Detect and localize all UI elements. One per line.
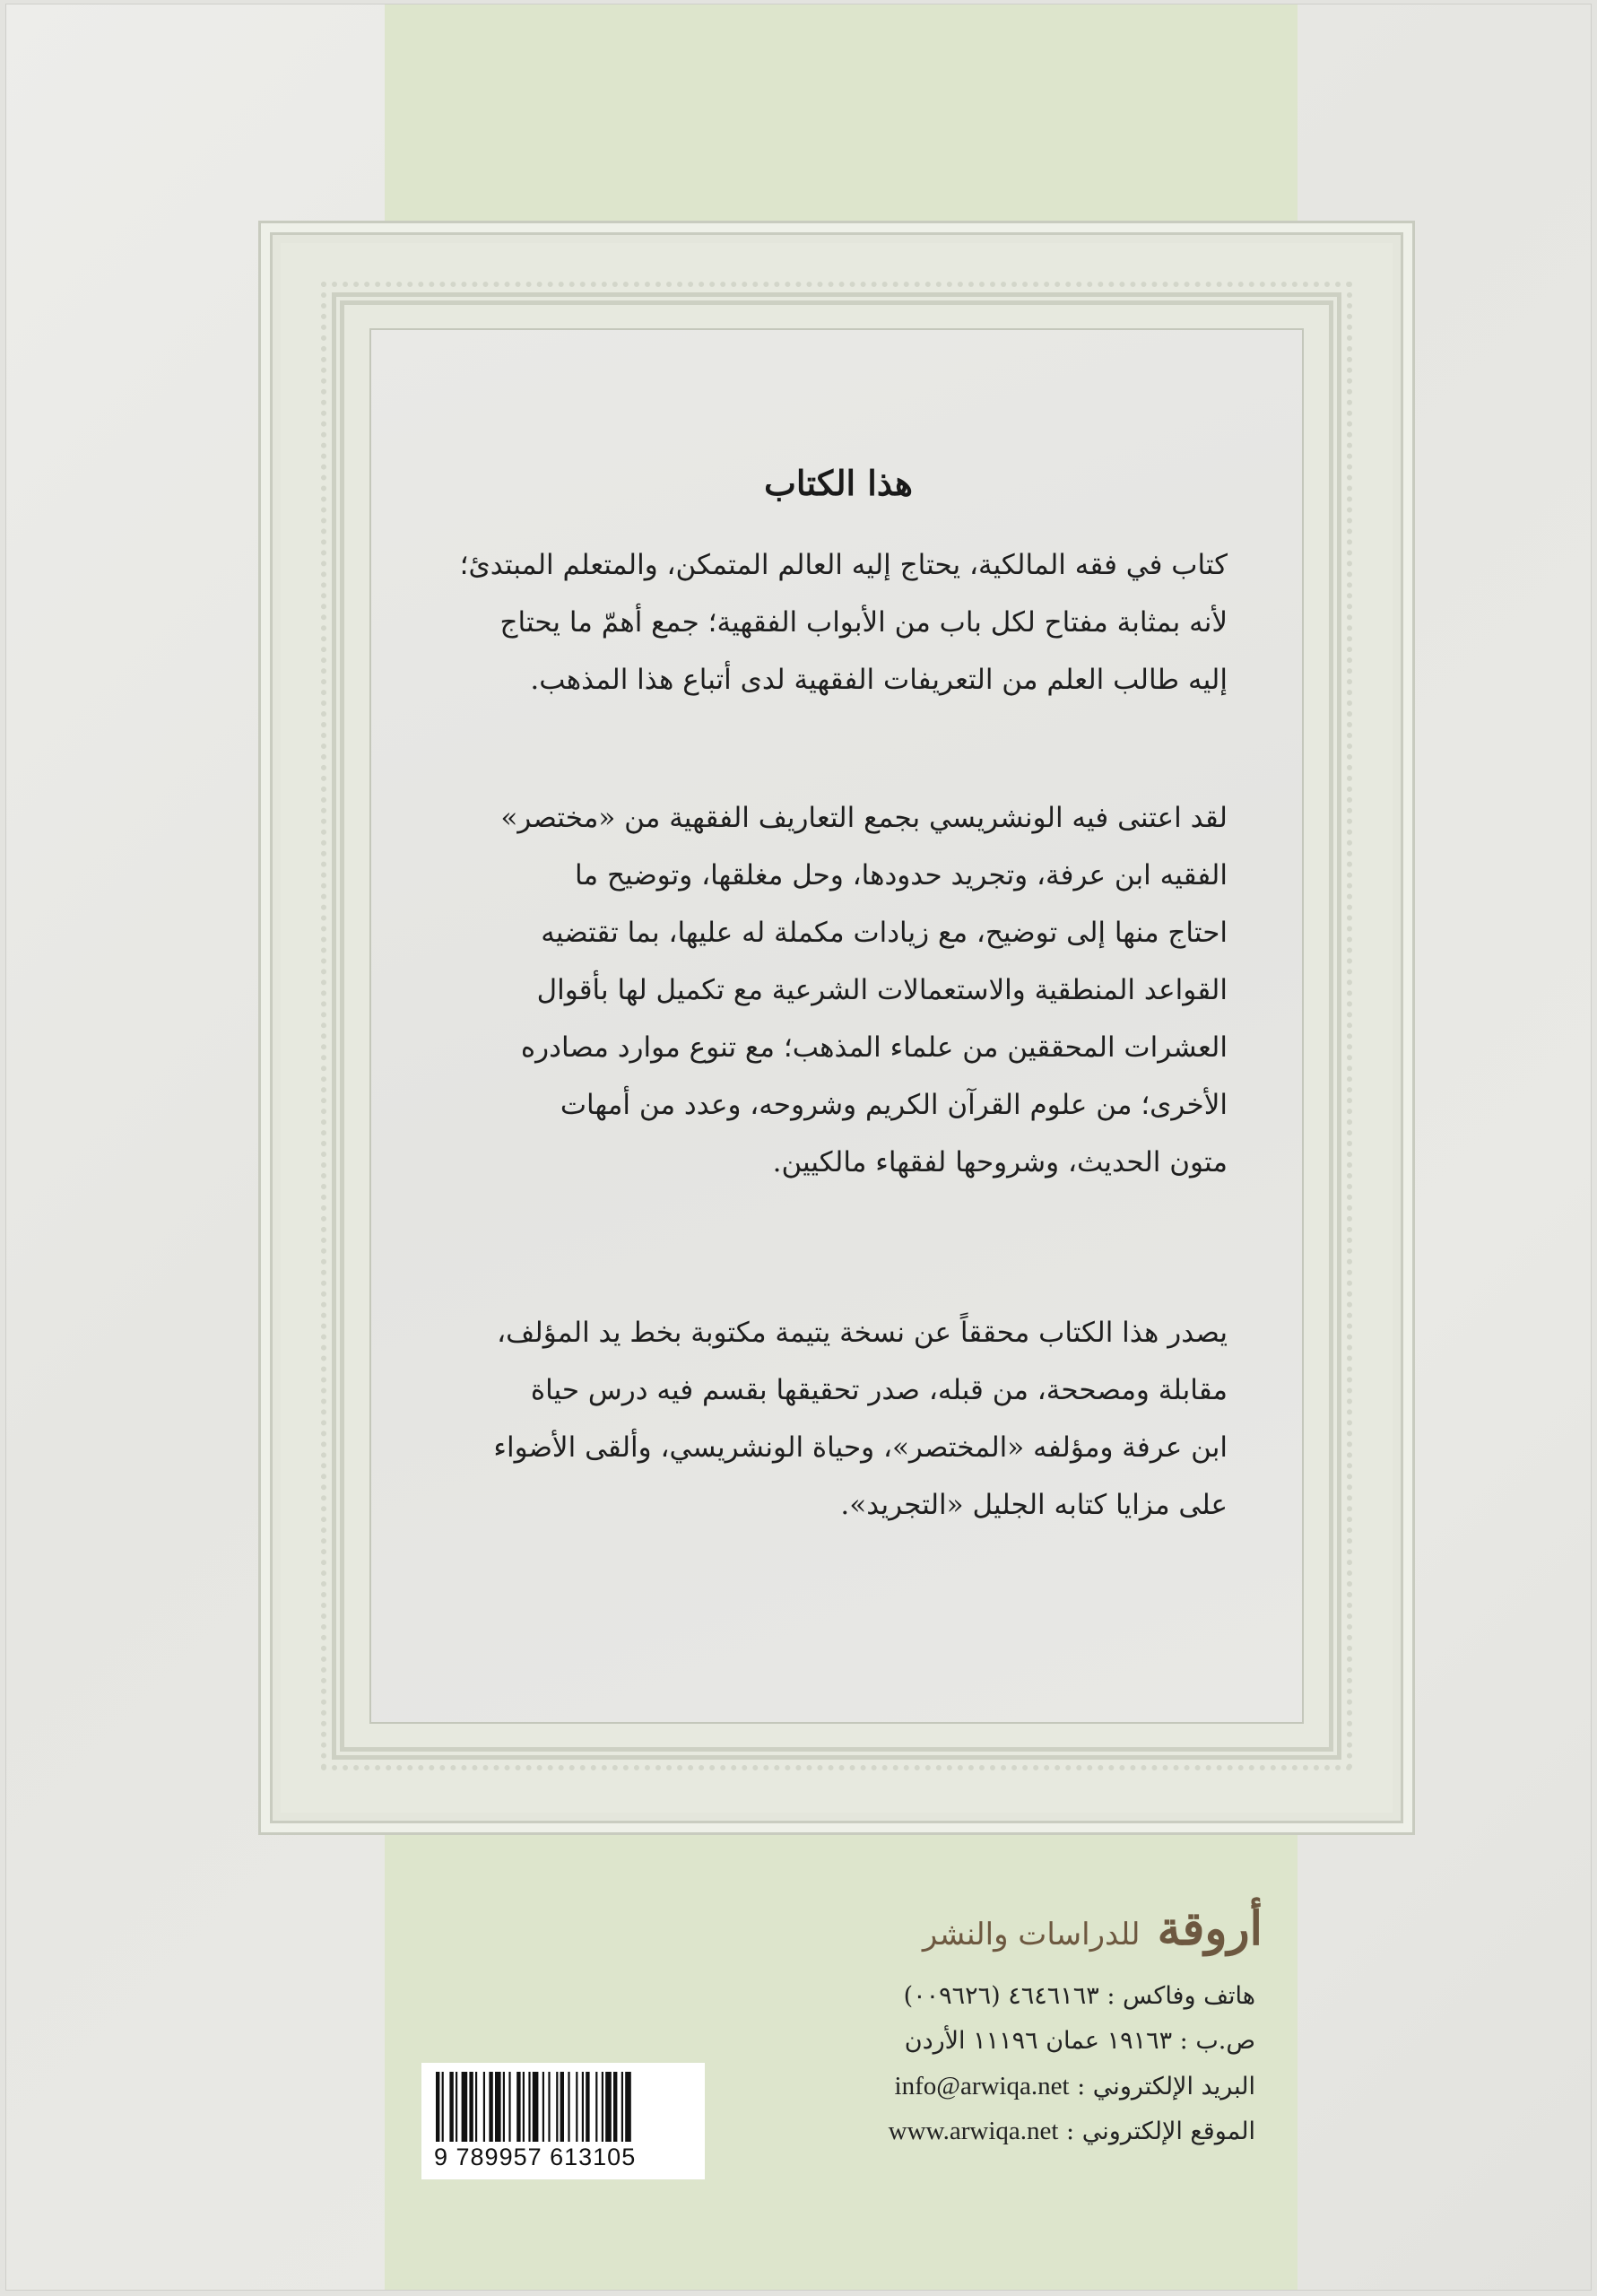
paragraph-line: العشرات المحققين من علماء المذهب؛ مع تنوع موارد مصادره bbox=[520, 1031, 1228, 1064]
panel-title: هذا الكتاب bbox=[764, 463, 913, 503]
paragraph-line: متون الحديث، وشروحها لفقهاء مالكيين. bbox=[772, 1146, 1228, 1178]
phone-label: هاتف وفاكس : bbox=[1107, 1982, 1255, 2010]
barcode bbox=[421, 2063, 705, 2179]
paragraph-2 bbox=[470, 789, 1228, 1191]
email-line bbox=[807, 2072, 1255, 2101]
barcode-bar bbox=[533, 2072, 539, 2142]
barcode-bar bbox=[516, 2072, 520, 2142]
email-label: البريد الإلكتروني : bbox=[1077, 2073, 1255, 2100]
barcode-bar bbox=[495, 2072, 501, 2142]
barcode-bar bbox=[560, 2072, 564, 2142]
paragraph-line: يصدر هذا الكتاب محققاً عن نسخة يتيمة مكتوبة بخط يد المؤلف، bbox=[497, 1317, 1228, 1349]
barcode-bar bbox=[462, 2072, 468, 2142]
paragraph-line: الفقيه ابن عرفة، وتجريد حدودها، وحل مغلقها، وتوضيح ما bbox=[575, 859, 1228, 891]
barcode-bars bbox=[434, 2072, 692, 2142]
barcode-bar bbox=[568, 2072, 569, 2142]
barcode-bar bbox=[489, 2072, 492, 2142]
paragraph-line: على مزايا كتابه الجليل «التجريد». bbox=[840, 1489, 1228, 1521]
publisher-name: أروقة bbox=[1157, 1901, 1263, 1956]
email-value: info@arwiqa.net bbox=[894, 2072, 1070, 2100]
pobox-line: ص.ب : ١٩١٦٣ عمان ١١١٩٦ الأردن bbox=[904, 2027, 1255, 2055]
barcode-bar bbox=[613, 2072, 617, 2142]
barcode-bar bbox=[508, 2072, 510, 2142]
phone-line bbox=[807, 1982, 1255, 2010]
barcode-bar bbox=[469, 2072, 473, 2142]
website-label: الموقع الإلكتروني : bbox=[1066, 2118, 1255, 2145]
barcode-bar bbox=[528, 2072, 530, 2142]
barcode-bar bbox=[436, 2072, 439, 2142]
paragraph-line: مقابلة ومصححة، من قبله، صدر تحقيقها بقسم فيه درس حياة bbox=[530, 1374, 1228, 1406]
paragraph-1 bbox=[459, 536, 1228, 709]
barcode-bar bbox=[483, 2072, 485, 2142]
website-value: www.arwiqa.net bbox=[888, 2117, 1059, 2145]
barcode-bar bbox=[556, 2072, 558, 2142]
barcode-bar bbox=[625, 2072, 631, 2142]
barcode-bar bbox=[456, 2072, 457, 2142]
barcode-bar bbox=[586, 2072, 589, 2142]
text-panel bbox=[369, 328, 1304, 1724]
phone-value: ٤٦٤٦١٦٣ (٠٠٩٦٢٦) bbox=[903, 1982, 1099, 2010]
barcode-bar bbox=[503, 2072, 505, 2142]
isbn-number: 9 789957 613105 bbox=[434, 2144, 637, 2170]
paragraph-line: كتاب في فقه المالكية، يحتاج إليه العالم المتمكن، والمتعلم المبتدئ؛ bbox=[459, 549, 1228, 581]
paragraph-line: لقد اعتنى فيه الونشريسي بجمع التعاريف الفقهية من «مختصر» bbox=[500, 802, 1228, 834]
barcode-bar bbox=[605, 2072, 612, 2142]
barcode-bar bbox=[449, 2072, 453, 2142]
barcode-bar bbox=[576, 2072, 577, 2142]
barcode-bar bbox=[548, 2072, 550, 2142]
paragraph-line: احتاج منها إلى توضيح، مع زيادات مكملة له عليها، بما تقتضيه bbox=[541, 917, 1228, 949]
paragraph-line: الأخرى؛ من علوم القرآن الكريم وشروحه، وعدد من أمهات bbox=[560, 1089, 1228, 1121]
barcode-bar bbox=[582, 2072, 584, 2142]
paragraph-line: ابن عرفة ومؤلفه «المختصر»، وحياة الونشريسي، وألقى الأضواء bbox=[493, 1431, 1228, 1464]
publisher-logo bbox=[796, 1901, 1263, 1973]
barcode-bar bbox=[621, 2072, 623, 2142]
publisher-subtitle: للدراسات والنشر bbox=[922, 1917, 1141, 1952]
barcode-bar bbox=[523, 2072, 525, 2142]
barcode-bar bbox=[475, 2072, 477, 2142]
paragraph-3 bbox=[470, 1304, 1228, 1534]
barcode-bar bbox=[595, 2072, 597, 2142]
barcode-bar bbox=[602, 2072, 603, 2142]
barcode-bar bbox=[542, 2072, 544, 2142]
barcode-bar bbox=[442, 2072, 444, 2142]
paragraph-line: إليه طالب العلم من التعريفات الفقهية لدى أتباع هذا المذهب. bbox=[530, 664, 1228, 696]
paragraph-line: القواعد المنطقية والاستعمالات الشرعية مع تكميل لها بأقوال bbox=[536, 974, 1228, 1006]
website-line bbox=[807, 2117, 1255, 2146]
paragraph-line: لأنه بمثابة مفتاح لكل باب من الأبواب الفقهية؛ جمع أهمّ ما يحتاج bbox=[499, 606, 1228, 639]
